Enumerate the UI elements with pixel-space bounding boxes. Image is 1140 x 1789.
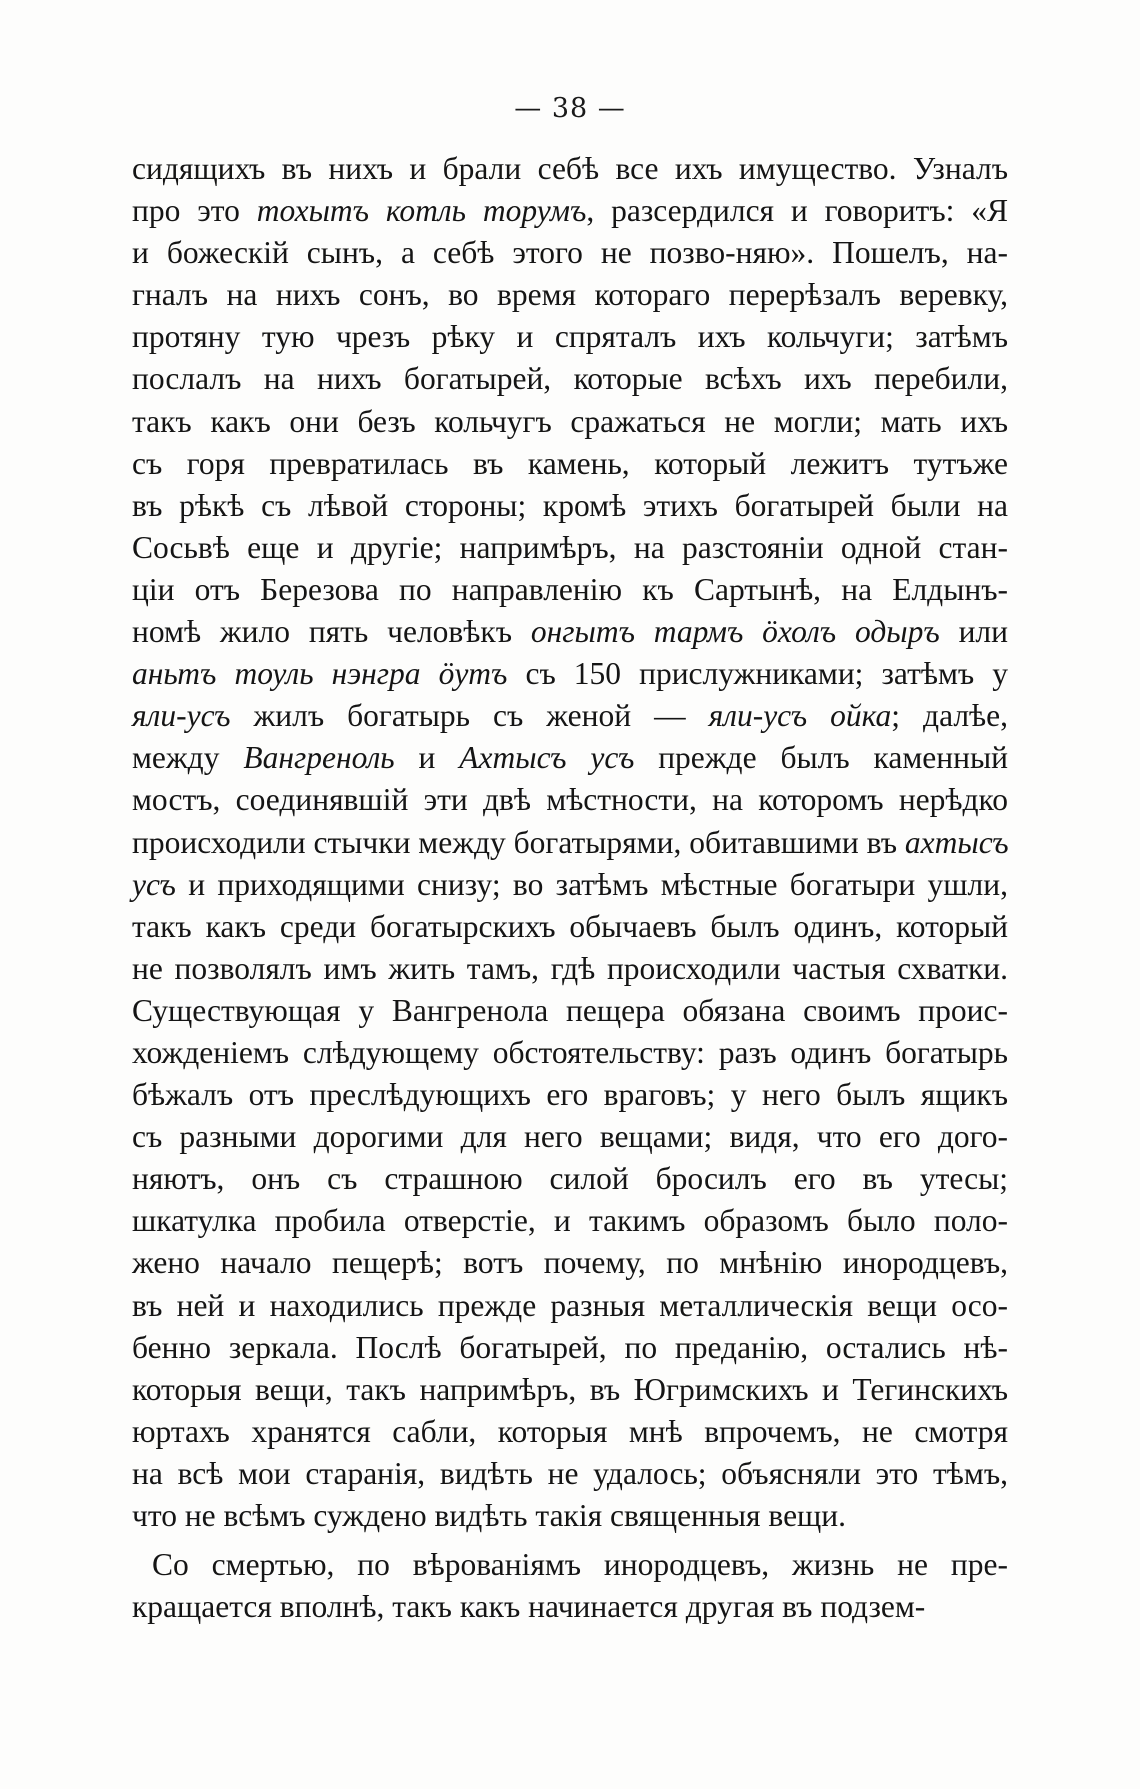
text-line	[132, 443, 1008, 485]
text-line	[132, 274, 1008, 316]
text-segment: прежде былъ каменный	[634, 740, 1008, 776]
text-line	[132, 653, 1008, 695]
italic-term: аньтъ тоуль нэнгра ӧутъ	[132, 656, 508, 692]
text-segment: мостъ, соединявшій эти двѣ мѣстности, на которомъ нерѣдко	[132, 782, 1008, 818]
text-line	[132, 358, 1008, 400]
page-number: — 38 —	[514, 93, 626, 124]
text-line	[132, 1544, 1008, 1586]
text-line	[132, 1285, 1008, 1327]
italic-term: ахтысъ	[904, 824, 1009, 860]
text-segment: гналъ на нихъ сонъ, во время котораго перерѣзалъ веревку,	[132, 277, 1008, 313]
text-segment: что не всѣмъ суждено видѣть такія священныя вещи.	[132, 1498, 847, 1533]
text-segment: въ ней и находились прежде разныя металлическія вещи осо-	[132, 1287, 1008, 1323]
text-segment: послалъ на нихъ богатырей, которые всѣхъ ихъ перебили,	[132, 361, 1008, 397]
text-segment: такъ какъ среди богатырскихъ обычаевъ былъ одинъ, который	[132, 908, 1008, 944]
italic-term: яли-усъ ойка	[708, 698, 892, 734]
text-segment: съ горя превратилась въ камень, который лежитъ тутъже	[132, 445, 1008, 481]
text-line	[132, 232, 1008, 274]
italic-term: тохытъ котль торумъ	[256, 193, 587, 229]
text-line	[132, 1200, 1008, 1242]
text-segment: которыя вещи, такъ напримѣръ, въ Югримскихъ и Тегинскихъ	[132, 1371, 1008, 1407]
text-line	[132, 1074, 1008, 1116]
text-segment: на всѣ мои старанія, видѣть не удалось; объясняли это тѣмъ,	[132, 1455, 1008, 1491]
text-line	[132, 569, 1008, 611]
text-line	[132, 1586, 1008, 1628]
text-segment: бѣжалъ отъ преслѣдующихъ его враговъ; у него былъ ящикъ	[132, 1077, 1008, 1113]
text-line	[132, 190, 1008, 232]
text-segment: въ рѣкѣ съ лѣвой стороны; кромѣ этихъ богатырей были на	[132, 487, 1008, 523]
text-segment: жилъ богатырь съ женой —	[230, 698, 709, 734]
text-line	[132, 737, 1008, 779]
text-segment: Со смертью, по вѣрованіямъ инородцевъ, жизнь не пре-	[152, 1547, 1008, 1583]
text-line	[132, 1369, 1008, 1411]
text-segment: или	[939, 614, 1008, 650]
text-segment: съ 150 прислужниками; затѣмъ у	[507, 656, 1008, 692]
italic-term: яли-усъ	[132, 698, 231, 734]
text-segment: про это	[132, 193, 257, 229]
text-segment: протяну тую чрезъ рѣку и спряталъ ихъ кольчуги; затѣмъ	[132, 319, 1008, 355]
text-segment: , разсердился и говоритъ: «Я	[586, 193, 1008, 229]
text-line	[132, 822, 1008, 864]
text-segment: ; далѣе,	[891, 698, 1009, 734]
text-line	[132, 401, 1008, 443]
text-line	[132, 1032, 1008, 1074]
text-line	[132, 1453, 1008, 1495]
text-line	[132, 485, 1008, 527]
text-segment: не позволялъ имъ жить тамъ, гдѣ происходили частыя схватки.	[132, 950, 1008, 986]
text-segment: жено начало пещерѣ; вотъ почему, по мнѣнію инородцевъ,	[132, 1245, 1008, 1281]
text-line	[132, 316, 1008, 358]
italic-term: усъ	[132, 866, 176, 902]
text-segment: номѣ жило пять человѣкъ	[132, 614, 531, 650]
text-line	[132, 527, 1008, 569]
text-segment: такъ какъ они безъ кольчугъ сражаться не могли; мать ихъ	[132, 403, 1008, 439]
text-line	[132, 779, 1008, 821]
italic-term: Ахтысъ усъ	[459, 740, 635, 776]
text-segment: шкатулка пробила отверстіе, и такимъ образомъ было поло-	[132, 1203, 1008, 1239]
text-line	[132, 906, 1008, 948]
text-segment: Сосьвѣ еще и другіе; напримѣръ, на разстояніи одной стан-	[132, 529, 1008, 565]
text-segment: кращается вполнѣ, такъ какъ начинается другая въ подзем-	[132, 1589, 926, 1625]
text-line	[132, 990, 1008, 1032]
text-line	[132, 1327, 1008, 1369]
text-segment: съ разными дорогими для него вещами; видя, что его дого-	[132, 1119, 1008, 1155]
text-line	[132, 948, 1008, 990]
text-line	[132, 695, 1008, 737]
text-segment: происходили стычки между богатырями, обитавшими въ	[132, 824, 905, 860]
text-line	[132, 148, 1008, 190]
text-segment: юртахъ хранятся сабли, которыя мнѣ впрочемъ, не смотря	[132, 1413, 1008, 1449]
text-line	[132, 1495, 1008, 1537]
text-segment: сидящихъ въ нихъ и брали себѣ все ихъ имущество. Узналъ	[132, 151, 1008, 186]
text-segment: и	[394, 740, 460, 776]
text-segment: хожденіемъ слѣдующему обстоятельству: разъ одинъ богатырь	[132, 1034, 1008, 1070]
body-text	[132, 148, 1008, 1628]
text-segment: и божескій сынъ, а себѣ этого не позво-няю». Пошелъ, на-	[132, 235, 1008, 271]
italic-term: Вангреноль	[243, 740, 395, 776]
text-segment: ціи отъ Березова по направленію къ Сартынѣ, на Елдынъ-	[132, 571, 1008, 607]
text-segment: бенно зеркала. Послѣ богатырей, по преданію, остались нѣ-	[132, 1329, 1008, 1365]
text-segment: няютъ, онъ съ страшною силой бросилъ его въ утесы;	[132, 1161, 1008, 1197]
text-line	[132, 864, 1008, 906]
italic-term: онгытъ тармъ ӧхолъ одыръ	[530, 614, 940, 650]
text-segment: Существующая у Вангренола пещера обязана своимъ проис-	[132, 992, 1008, 1028]
text-segment: между	[132, 740, 244, 776]
text-segment: и приходящими снизу; во затѣмъ мѣстные богатыри ушли,	[175, 866, 1008, 902]
text-line	[132, 1242, 1008, 1284]
text-line	[132, 1158, 1008, 1200]
text-line	[132, 611, 1008, 653]
text-line	[132, 1411, 1008, 1453]
text-line	[132, 1116, 1008, 1158]
